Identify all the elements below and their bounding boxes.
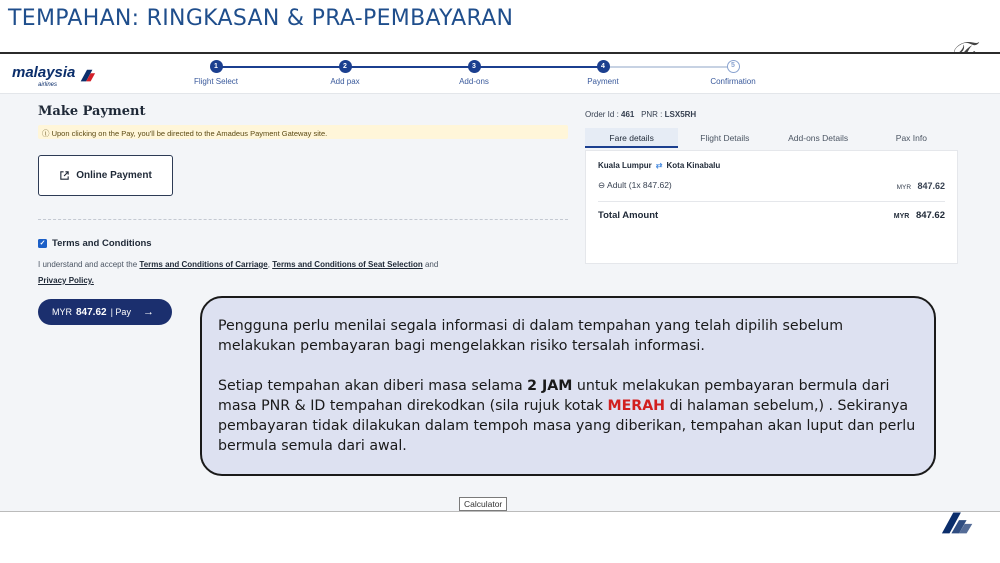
- booking-summary-panel: [585, 110, 958, 221]
- callout-red-highlight: MERAH: [607, 398, 666, 414]
- make-payment-heading: Make Payment: [38, 104, 146, 119]
- terms-checkbox-row[interactable]: [38, 238, 152, 249]
- step-number: 5: [727, 60, 740, 73]
- step-number: 4: [597, 60, 610, 73]
- slide-title: TEMPAHAN: RINGKASAN & PRA-PEMBAYARAN: [8, 6, 514, 31]
- total-label: Total Amount: [598, 210, 659, 221]
- pax-fare-row: [598, 180, 945, 191]
- step-number: 3: [468, 60, 481, 73]
- terms-prefix: I understand and accept the: [38, 260, 138, 269]
- step-label: Add pax: [330, 77, 360, 86]
- link-conditions-of-seat-selection[interactable]: Terms and Conditions of Seat Selection: [272, 260, 423, 269]
- info-icon: ⓘ: [42, 129, 50, 138]
- stepper-progress-track: [216, 66, 602, 68]
- step-confirmation[interactable]: [693, 60, 773, 86]
- step-add-pax[interactable]: [305, 60, 385, 86]
- top-navigation-bar: [0, 54, 1000, 94]
- step-label: Confirmation: [710, 77, 756, 86]
- step-flight-select[interactable]: [176, 60, 256, 86]
- order-id-label: Order Id :: [585, 110, 619, 119]
- step-payment[interactable]: [563, 60, 643, 86]
- step-label: Add-ons: [459, 77, 489, 86]
- total-divider: [598, 201, 945, 202]
- calculator-tooltip: Calculator: [459, 497, 507, 511]
- arrow-right-icon: →: [142, 306, 154, 318]
- instruction-callout: [200, 296, 936, 476]
- minus-circle-icon[interactable]: ⊖: [598, 180, 606, 190]
- step-number: 1: [210, 60, 223, 73]
- terms-checkbox[interactable]: ✓: [39, 240, 46, 247]
- callout-paragraph-2: [218, 376, 920, 456]
- step-label: Payment: [587, 77, 619, 86]
- payment-gateway-notice: [38, 125, 568, 139]
- airline-kite-icon: [78, 67, 96, 85]
- terms-title: Terms and Conditions: [52, 238, 152, 249]
- link-conditions-of-carriage[interactable]: Terms and Conditions of Carriage: [139, 260, 268, 269]
- notice-text: Upon clicking on the Pay, you'll be directed to the Amadeus Payment Gateway site.: [51, 129, 328, 138]
- terms-and: and: [424, 260, 439, 269]
- callout-text: di halaman sebelum,) . Sekiranya pembayaran tidak dilakukan dalam tempoh masa yang diberikan, tempahan akan luput dan perlu bermula semula dari awal.: [218, 398, 916, 454]
- booking-progress-stepper: [190, 60, 790, 90]
- tab-fare-details[interactable]: Fare details: [585, 128, 678, 148]
- logo-text: malaysia: [12, 64, 76, 81]
- tab-add-ons-details[interactable]: Add-ons Details: [788, 133, 849, 143]
- make-payment-panel: [38, 104, 568, 318]
- callout-text: Setiap tempahan akan diberi masa selama: [218, 378, 528, 394]
- swap-arrows-icon: ⇄: [655, 161, 663, 170]
- callout-bold-duration: 2 JAM: [527, 378, 573, 394]
- online-payment-label: Online Payment: [76, 170, 152, 181]
- origin-city: Kuala Lumpur: [598, 161, 652, 170]
- step-label: Flight Select: [193, 77, 239, 86]
- pay-amount: 847.62: [76, 306, 107, 318]
- route-line: [598, 161, 945, 170]
- pay-label: | Pay: [110, 307, 131, 317]
- tab-pax-info[interactable]: Pax Info: [895, 133, 927, 143]
- fare-details-card: [585, 150, 958, 264]
- step-add-ons[interactable]: [434, 60, 514, 86]
- order-reference: [585, 110, 958, 119]
- destination-city: Kota Kinabalu: [666, 161, 721, 170]
- external-link-icon: [59, 170, 70, 181]
- link-privacy-policy[interactable]: Privacy Policy.: [38, 276, 94, 285]
- logo-subtext: airlines: [38, 82, 58, 88]
- total-currency: MYR: [893, 213, 910, 220]
- order-id-value: 461: [621, 110, 635, 119]
- section-divider: [38, 219, 568, 220]
- pax-amount: 847.62: [917, 180, 945, 191]
- terms-statement: [38, 257, 568, 289]
- online-payment-button[interactable]: [38, 155, 173, 196]
- pax-line: Adult (1x 847.62): [607, 180, 672, 190]
- pay-currency: MYR: [52, 307, 72, 317]
- callout-paragraph-1: Pengguna perlu menilai segala informasi di dalam tempahan yang telah dipilih sebelum melakukan pembayaran bagi mengelakkan risiko tersalah informasi.: [218, 318, 844, 354]
- airline-kite-footer-icon: [940, 506, 978, 538]
- pax-currency: MYR: [896, 183, 912, 191]
- summary-tabs: [585, 128, 958, 148]
- pay-button[interactable]: [38, 299, 172, 325]
- callout-text: untuk melakukan pembayaran bermula dari masa PNR & ID tempahan direkodkan (sila rujuk kotak: [218, 378, 890, 414]
- total-amount: 847.62: [915, 210, 945, 221]
- malaysia-airlines-logo[interactable]: [12, 64, 96, 88]
- step-number: 2: [339, 60, 352, 73]
- terms-separator: ,: [267, 260, 270, 269]
- total-amount-row: [598, 210, 945, 221]
- pnr-label: PNR :: [641, 110, 663, 119]
- tab-flight-details[interactable]: Flight Details: [700, 133, 750, 143]
- pnr-value: LSX5RH: [664, 110, 697, 119]
